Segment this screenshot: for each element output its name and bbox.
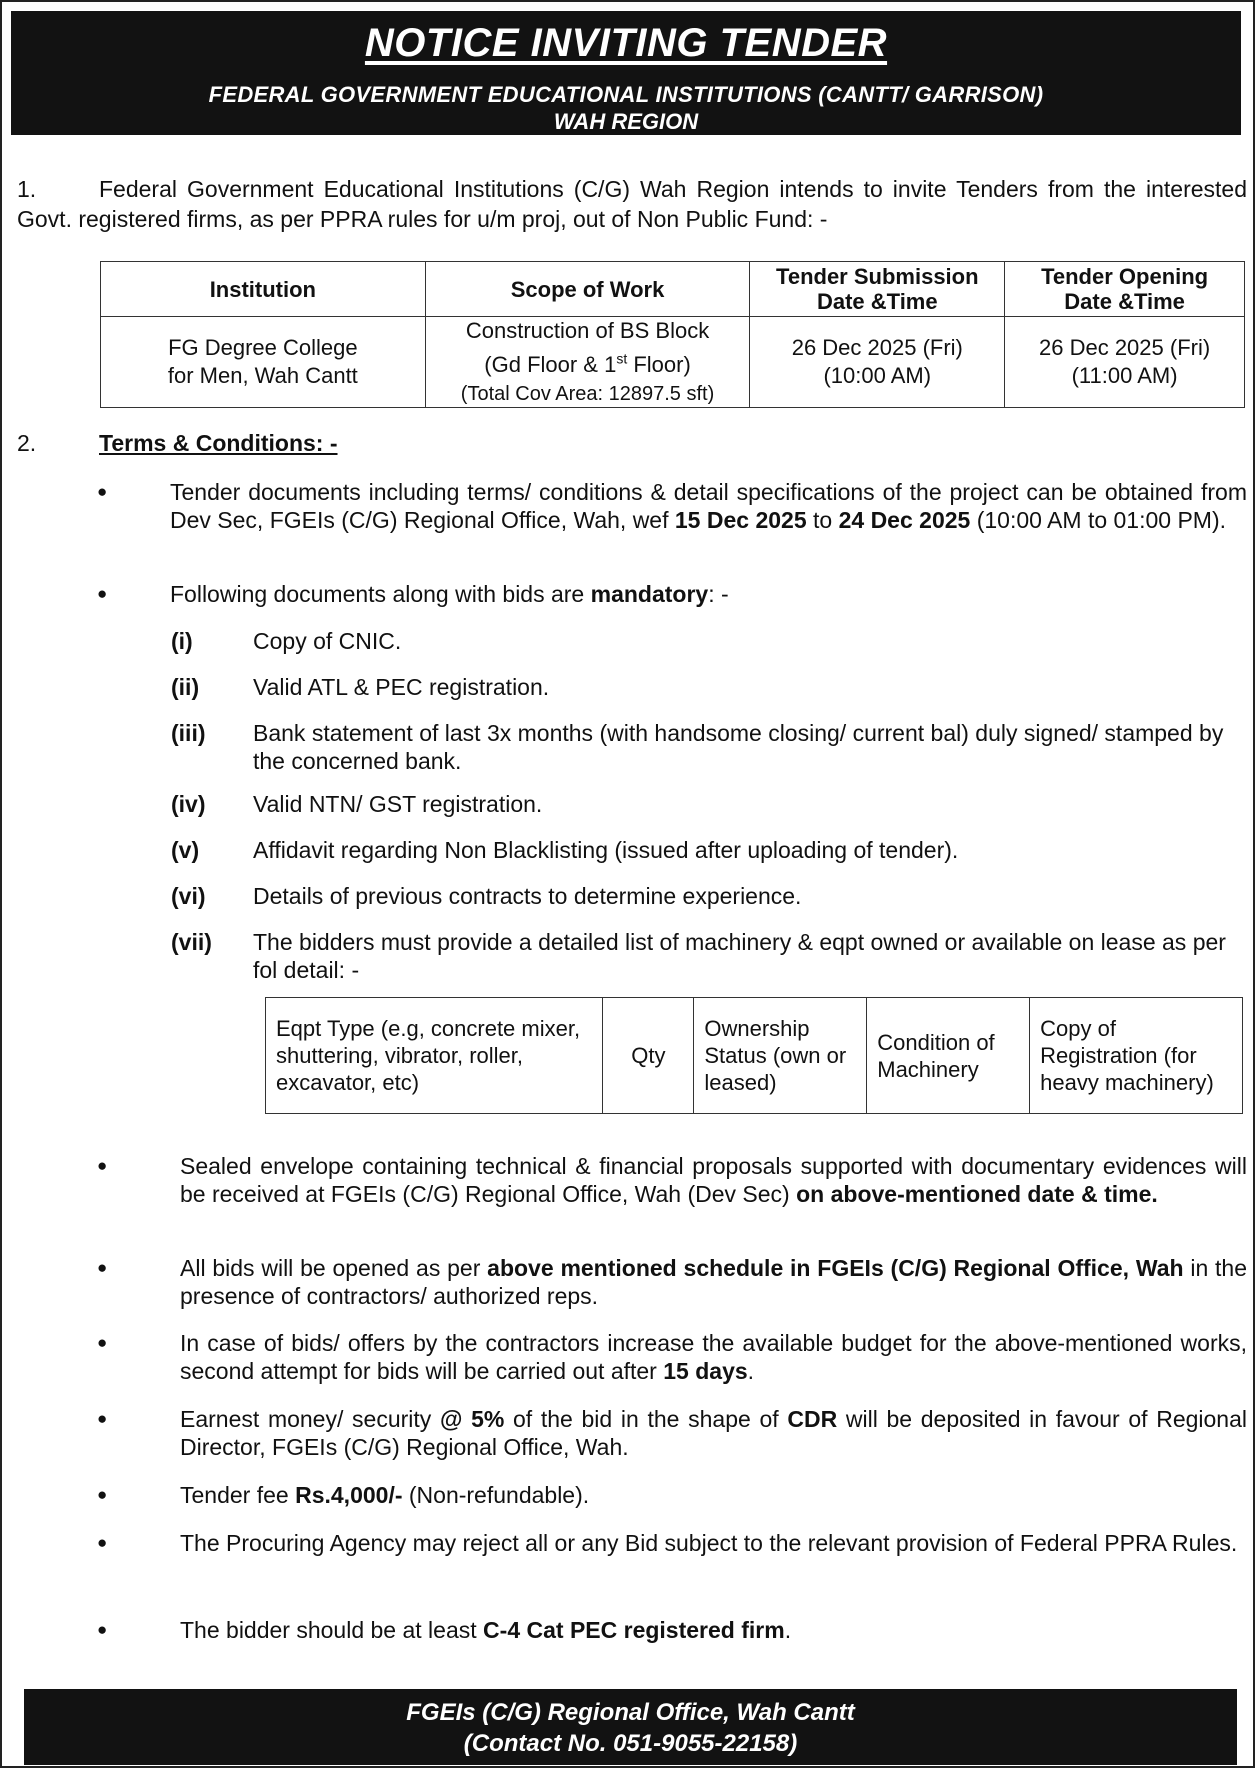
text-run: will be deposited in favour of Regional Director, FGEIs (C/G) Regional Office, Wah.: [180, 1406, 1248, 1460]
header-banner: [11, 11, 1241, 135]
text-run: in the presence of contractors/ authorized reps.: [180, 1255, 1248, 1309]
opening-date: 26 Dec 2025 (Fri): [1039, 335, 1211, 361]
text-run: The Procuring Agency may reject all or any Bid subject to the relevant provision of Federal PPRA Rules.: [180, 1530, 1238, 1556]
scope-line2-post: Floor): [627, 352, 691, 378]
table-header-row: [101, 262, 1245, 317]
cell-scope: [425, 317, 750, 408]
text-run: In case of bids/ offers by the contractors increase the available budget for the above-mentioned works, second attempt for bids will be carried out after: [180, 1330, 1247, 1384]
condition-cell: Condition of Machinery: [867, 998, 1030, 1114]
header-opening-line2: Date &Time: [1064, 289, 1185, 314]
date-from: 15 Dec 2025: [674, 507, 807, 533]
item-text: Details of previous contracts to determine experience.: [253, 883, 802, 909]
mandatory-word: mandatory: [590, 581, 709, 607]
bold-run: CDR: [787, 1406, 838, 1432]
institution-line2: for Men, Wah Cantt: [167, 363, 358, 389]
header-opening-line1: Tender Opening: [1041, 264, 1209, 289]
bold-run: C-4 Cat PEC registered firm: [483, 1617, 785, 1643]
paragraph-text: Federal Government Educational Institutions (C/G) Wah Region intends to invite Tenders from the interested Govt. registered firms, as per PPRA rules for u/m proj, out of Non Public Fund: -: [17, 176, 1247, 232]
bullet-text: [180, 1329, 1247, 1385]
item-text: Bank statement of last 3x months (with handsome closing/ current bal) duly signed/ stamped by the concerned bank.: [253, 720, 1224, 774]
bullet-icon: ●: [97, 1533, 108, 1552]
bullet-icon: ●: [97, 1258, 108, 1277]
bullet-icon: ●: [97, 1156, 108, 1175]
text-run: .: [747, 1358, 755, 1384]
text-run: : -: [708, 581, 729, 607]
bold-run: on above-mentioned date & time.: [796, 1181, 1158, 1207]
submission-time: (10:00 AM): [823, 363, 932, 389]
header-opening: [1005, 262, 1245, 317]
scope-line2: [484, 352, 691, 377]
footer-contact: (Contact No. 051-9055-22158): [463, 1730, 798, 1757]
bullet-text: [180, 1529, 1247, 1557]
item-number: (i): [171, 628, 193, 654]
text-run: The bidder should be at least: [180, 1617, 484, 1643]
scope-line1: Construction of BS Block: [465, 318, 710, 343]
ownership-cell: Ownership Status (own or leased): [694, 998, 867, 1114]
date-to: 24 Dec 2025: [838, 507, 971, 533]
item-text: Valid ATL & PEC registration.: [253, 674, 550, 700]
paragraph-1: [17, 174, 1247, 234]
registration-cell: Copy of Registration (for heavy machinery): [1030, 998, 1243, 1114]
text-run: Earnest money/ security: [180, 1406, 440, 1432]
bold-run: @ 5%: [439, 1406, 505, 1432]
notice-title: NOTICE INVITING TENDER: [364, 21, 888, 65]
cell-submission: [750, 317, 1005, 408]
institution-line1: FG Degree College: [168, 335, 358, 361]
text-run: .: [784, 1617, 792, 1643]
text-run: Tender fee: [180, 1482, 296, 1508]
bold-run: 15 days: [663, 1358, 748, 1384]
item-text: The bidders must provide a detailed list of machinery & eqpt owned or available on lease as per fol detail: -: [253, 929, 1226, 983]
bullet-icon: ●: [97, 584, 108, 603]
organization-name: FEDERAL GOVERNMENT EDUCATIONAL INSTITUTIONS (CANTT/ GARRISON): [208, 82, 1044, 107]
scope-line2-pre: (Gd Floor & 1: [484, 352, 617, 378]
bullet-icon: ●: [97, 482, 108, 501]
bullet-text: [180, 1616, 1247, 1644]
bullet-icon: ●: [97, 1409, 108, 1428]
table-row: [101, 317, 1245, 408]
text-run: of the bid in the shape of: [504, 1406, 788, 1432]
scope-line2-sup: st: [616, 351, 628, 367]
bullet-icon: ●: [97, 1485, 108, 1504]
section-number: 2.: [17, 430, 37, 456]
item-number: (vii): [171, 929, 212, 955]
item-number: (iii): [171, 720, 206, 746]
tender-schedule-table: [100, 261, 1245, 408]
qty-cell: Qty: [603, 998, 694, 1114]
bold-run: Rs.4,000/-: [295, 1482, 403, 1508]
text-run: (Non-refundable).: [402, 1482, 590, 1508]
bold-run: above mentioned schedule in FGEIs (C/G) Regional Office, Wah: [487, 1255, 1184, 1281]
bullet-text: [180, 1254, 1247, 1310]
scope-line3: (Total Cov Area: 12897.5 sft): [460, 383, 715, 406]
footer-banner: [24, 1689, 1237, 1765]
text-run: to: [806, 507, 839, 533]
header-scope: Scope of Work: [425, 262, 750, 317]
text-run: All bids will be opened as per: [180, 1255, 488, 1281]
item-number: (ii): [171, 674, 200, 700]
text-run: Tender documents including terms/ conditions & detail specifications of the project can be obtained from Dev Sec, FGEIs (C/G) Regional Office, Wah, wef: [170, 479, 1247, 533]
opening-time: (11:00 AM): [1071, 363, 1178, 389]
eqpt-type-cell: Eqpt Type (e.g, concrete mixer, shuttering, vibrator, roller, excavator, etc): [266, 998, 603, 1114]
item-text: Copy of CNIC.: [253, 628, 402, 654]
text-run: (10:00 AM to 01:00 PM).: [970, 507, 1227, 533]
item-number: (iv): [171, 791, 206, 817]
header-institution: Institution: [101, 262, 426, 317]
text-run: Sealed envelope containing technical & financial proposals supported with documentary evidences will be received at FGEIs (C/G) Regional Office, Wah (Dev Sec): [180, 1153, 1247, 1207]
footer-office: FGEIs (C/G) Regional Office, Wah Cantt: [406, 1699, 855, 1726]
item-number: (vi): [171, 883, 206, 909]
text-run: Following documents along with bids are: [170, 581, 591, 607]
region-name: WAH REGION: [553, 109, 699, 134]
cell-institution: [101, 317, 426, 408]
bullet-text: [180, 1405, 1247, 1461]
bullet-text: [170, 580, 1247, 608]
paragraph-number: 1.: [17, 176, 37, 202]
cell-opening: [1005, 317, 1245, 408]
item-number: (v): [171, 837, 200, 863]
section-heading: Terms & Conditions: -: [99, 430, 338, 456]
bullet-text: [180, 1481, 1247, 1509]
bullet-text: [170, 478, 1247, 534]
header-submission-line1: Tender Submission: [776, 264, 979, 289]
bullet-icon: ●: [97, 1620, 108, 1639]
bullet-text: [180, 1152, 1247, 1208]
header-submission-line2: Date &Time: [816, 289, 938, 314]
equipment-table: [265, 997, 1243, 1114]
item-text: Valid NTN/ GST registration.: [253, 791, 543, 817]
bullet-icon: ●: [97, 1333, 108, 1352]
table-row: [266, 998, 1243, 1114]
header-submission: [750, 262, 1005, 317]
item-text: Affidavit regarding Non Blacklisting (issued after uploading of tender).: [253, 837, 959, 863]
submission-date: 26 Dec 2025 (Fri): [791, 335, 963, 361]
